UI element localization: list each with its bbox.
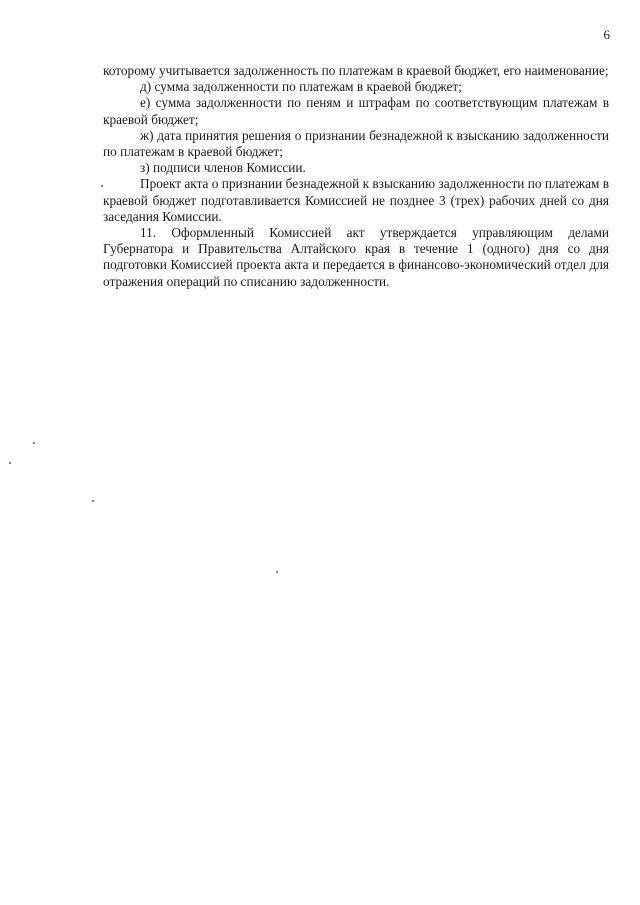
scan-speck [9,462,11,464]
page-number: 6 [603,27,610,42]
scan-speck [101,185,103,187]
paragraph-item-zh: ж) дата принятия решения о признании безнадежной к взысканию задолженности по платежам в краевой бюджет; [103,127,609,160]
scan-speck [33,442,35,444]
scan-speck [276,571,278,573]
paragraph-item-e: е) сумма задолженности по пеням и штрафам по соответствующим платежам в краевой бюджет; [103,95,609,127]
scan-speck [92,500,94,502]
paragraph-item-d: д) сумма задолженности по платежам в краевой бюджет; [140,79,462,95]
paragraph-clause-11: 11. Оформленный Комиссией акт утверждается управляющим делами Губернатора и Правительства Алтайского края в течение 1 (одного) дня со дня подготовки Комиссией проекта акта и передается в финансово-экономический отдел для отражения операций по списанию задолженности. [103,225,609,289]
paragraph-draft-act: Проект акта о признании безнадежной к взысканию задолженности по платежам в краевой бюджет подготавливается Комиссией не позднее 3 (трех) рабочих дней со дня заседания Комиссии. [103,176,609,224]
document-body [103,63,609,290]
paragraph-item-z: з) подписи членов Комиссии. [140,160,306,176]
paragraph-continuation: которому учитывается задолженность по платежам в краевой бюджет, его наименование; [103,63,609,78]
